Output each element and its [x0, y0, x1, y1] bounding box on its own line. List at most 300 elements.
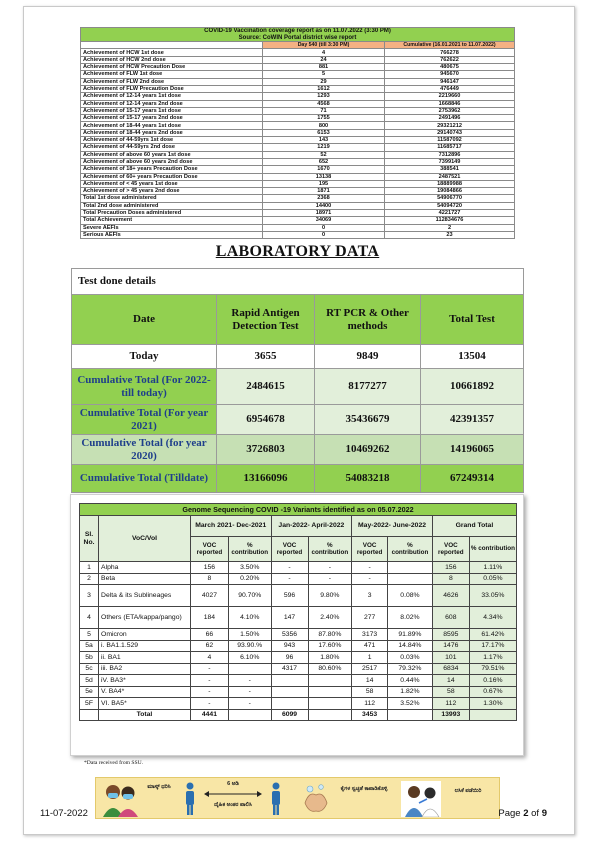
vaccination-row-cumulative: 2 [385, 224, 515, 231]
vaccination-row-label: Achievement of above 60 years 1st dose [81, 151, 263, 158]
genome-row-voc-1: 62 [190, 640, 228, 652]
vaccine-text: ಲಸಿಕೆ ಪಡೆಯಿರಿ [454, 788, 482, 794]
vaccination-row [81, 224, 515, 231]
vaccination-row-day: 143 [263, 137, 385, 144]
lab-row-rtpcr: 8177277 [315, 369, 421, 405]
genome-row-voc-1: 4027 [190, 585, 228, 607]
genome-row [80, 607, 517, 629]
vaccination-row-day: 1219 [263, 144, 385, 151]
vaccination-row-label: Achievement of 18+ years Precaution Dose [81, 166, 263, 173]
vaccination-row-cumulative: 2487521 [385, 173, 515, 180]
vaccination-row-cumulative: 4221727 [385, 210, 515, 217]
vaccination-row [81, 71, 515, 78]
genome-row-sl: 2 [80, 573, 99, 585]
genome-row-voc-grand: 1476 [432, 640, 469, 652]
vaccination-row [81, 49, 515, 56]
vaccination-row-day: 1755 [263, 115, 385, 122]
vaccination-row-day: 1612 [263, 85, 385, 92]
genome-row-name: ii. BA1 [99, 652, 191, 664]
genome-row-sl: 5d [80, 675, 99, 687]
distance-text: ದೈಹಿಕ ಅಂತರ ಪಾಲಿಸಿ [214, 802, 252, 808]
genome-row-pct-2 [308, 675, 352, 687]
vaccination-row-day: 5 [263, 71, 385, 78]
genome-row-pct-grand: 1.17% [469, 652, 516, 664]
vaccination-row-cumulative: 7399149 [385, 158, 515, 165]
genome-sub-voc-3: VOC reported [352, 537, 388, 562]
genome-row-sl: 5b [80, 652, 99, 664]
genome-row-name: Beta [99, 573, 191, 585]
vaccination-row-label: Achievement of HCW 2nd dose [81, 56, 263, 63]
genome-row-pct-3: 0.03% [388, 652, 433, 664]
vaccination-row-label: Severe AEFIs [81, 224, 263, 231]
genome-row-voc-1: - [190, 686, 228, 698]
genome-row-voc-1: - [190, 698, 228, 710]
genome-row-pct-3: 1.82% [388, 686, 433, 698]
vaccination-row-day: 71 [263, 107, 385, 114]
genome-row-pct-3: 3.52% [388, 698, 433, 710]
genome-header-voc: VoC/VoI [99, 516, 191, 562]
vaccination-row-cumulative: 29321212 [385, 122, 515, 129]
vaccination-row-day: 34069 [263, 217, 385, 224]
vaccination-row [81, 210, 515, 217]
lab-row-rtpcr: 10469262 [315, 435, 421, 465]
lab-row-label: Cumulative Total (For 2022- till today) [72, 369, 217, 405]
vaccination-row-label: Achievement of > 45 years 2nd dose [81, 188, 263, 195]
genome-row [80, 675, 517, 687]
genome-row-voc-1: 184 [190, 607, 228, 629]
vaccination-row-cumulative: 54906770 [385, 195, 515, 202]
lab-row [72, 435, 524, 465]
vaccination-row-label: Achievement of FLW 1st dose [81, 71, 263, 78]
page-number [498, 808, 547, 819]
genome-total-pct-3 [388, 709, 433, 721]
genome-row-pct-2: - [308, 573, 352, 585]
lab-header-rtpcr: RT PCR & Other methods [315, 295, 421, 345]
vaccination-row [81, 115, 515, 122]
vaccination-row [81, 166, 515, 173]
genome-row-voc-1: - [190, 663, 228, 675]
genome-row-pct-2: 9.80% [308, 585, 352, 607]
genome-row-pct-1: 6.10% [228, 652, 271, 664]
lab-row-rapid: 3726803 [217, 435, 315, 465]
vaccination-row-label: Achievement of FLW 2nd dose [81, 78, 263, 85]
vaccination-row [81, 137, 515, 144]
genome-row-pct-grand: 33.05% [469, 585, 516, 607]
vaccination-row-cumulative: 2219660 [385, 93, 515, 100]
footer-date: 11-07-2022 [40, 808, 88, 819]
genome-row-pct-grand: 1.11% [469, 562, 516, 574]
genome-row [80, 629, 517, 641]
genome-row-voc-1: 66 [190, 629, 228, 641]
genome-row-name: Delta & its Sublineages [99, 585, 191, 607]
distance-arrow-icon [204, 790, 262, 798]
vaccination-row-label: Achievement of < 45 years 1st dose [81, 180, 263, 187]
vaccination-row-cumulative: 18889988 [385, 180, 515, 187]
vaccination-row-day: 6153 [263, 129, 385, 136]
genome-row-pct-2 [308, 686, 352, 698]
lab-header-total: Total Test [421, 295, 524, 345]
genome-sub-voc-1: VOC reported [190, 537, 228, 562]
genome-row-pct-3: 8.02% [388, 607, 433, 629]
vaccination-row-day: 800 [263, 122, 385, 129]
vaccination-row-label: Achievement of FLW Precaution Dose [81, 85, 263, 92]
genome-header-grand: Grand Total [432, 516, 516, 537]
genome-row-voc-2: 4317 [271, 663, 308, 675]
genome-total-label: Total [99, 709, 191, 721]
lab-row-label: Today [72, 345, 217, 369]
genome-row-pct-3: 91.89% [388, 629, 433, 641]
genome-row-pct-grand: 79.51% [469, 663, 516, 675]
genome-row-voc-1: 4 [190, 652, 228, 664]
genome-table [79, 503, 517, 721]
lab-row-rtpcr: 35436679 [315, 405, 421, 435]
lab-row-total: 14196065 [421, 435, 524, 465]
lab-row [72, 345, 524, 369]
genome-total-pct-2 [308, 709, 352, 721]
genome-row-pct-1 [228, 663, 271, 675]
genome-row-voc-3: - [352, 562, 388, 574]
genome-row-pct-3: 0.08% [388, 585, 433, 607]
vaccination-row-cumulative: 946147 [385, 78, 515, 85]
lab-row-rapid: 2484615 [217, 369, 315, 405]
genome-header-period2: Jan-2022- April-2022 [271, 516, 352, 537]
vaccination-row [81, 158, 515, 165]
genome-row-voc-2 [271, 698, 308, 710]
genome-row-voc-2: - [271, 573, 308, 585]
genome-row [80, 585, 517, 607]
genome-total-voc-2: 6099 [271, 709, 308, 721]
vaccination-title [81, 28, 515, 42]
genome-row-pct-1: 1.50% [228, 629, 271, 641]
genome-row-pct-1: 0.20% [228, 573, 271, 585]
vaccination-row-day: 1871 [263, 188, 385, 195]
genome-row-voc-3: 14 [352, 675, 388, 687]
hand-wash-text: ಕೈಗಳ ಸ್ವಚ್ಛತೆ ಕಾಪಾಡಿಕೊಳ್ಳಿ [340, 786, 388, 792]
genome-row-pct-1: - [228, 686, 271, 698]
vaccination-row [81, 195, 515, 202]
vaccination-row-cumulative: 112834676 [385, 217, 515, 224]
vaccination-row-cumulative: 11685717 [385, 144, 515, 151]
genome-row-voc-3: 2517 [352, 663, 388, 675]
genome-row-voc-3: 112 [352, 698, 388, 710]
genome-row [80, 573, 517, 585]
genome-row-voc-grand: 4626 [432, 585, 469, 607]
vaccination-row [81, 180, 515, 187]
vaccination-row-label: Achievement of HCW 1st dose [81, 49, 263, 56]
genome-row-voc-3: 3173 [352, 629, 388, 641]
lab-row-total: 13504 [421, 345, 524, 369]
genome-row-voc-3: 58 [352, 686, 388, 698]
genome-row-sl: 5 [80, 629, 99, 641]
genome-row-name: VI. BA5* [99, 698, 191, 710]
vaccination-row-day: 1293 [263, 93, 385, 100]
lab-row-total: 42391357 [421, 405, 524, 435]
genome-row-voc-2: 147 [271, 607, 308, 629]
genome-row-name: iii. BA2 [99, 663, 191, 675]
genome-row-pct-3: 79.32% [388, 663, 433, 675]
vaccination-row-label: Achievement of 18-44 years 1st dose [81, 122, 263, 129]
genome-sub-pct-1: % contribution [228, 537, 271, 562]
vaccination-row-day: 652 [263, 158, 385, 165]
vaccination-row-cumulative: 54094720 [385, 202, 515, 209]
vaccination-row-cumulative: 29140743 [385, 129, 515, 136]
person-left-icon [184, 782, 196, 816]
genome-row-voc-grand: 58 [432, 686, 469, 698]
vaccination-row-day: 1670 [263, 166, 385, 173]
genome-row-voc-1: 156 [190, 562, 228, 574]
lab-row-label: Cumulative Total (Tilldate) [72, 465, 217, 493]
genome-row-pct-1: 90.70% [228, 585, 271, 607]
genome-row-name: i. BA1.1.529 [99, 640, 191, 652]
page-of: of [531, 808, 540, 819]
vaccination-row-label: Achievement of above 60 years 2nd dose [81, 158, 263, 165]
genome-header-sl: Sl. No. [80, 516, 99, 562]
genome-row-voc-grand: 14 [432, 675, 469, 687]
genome-row-pct-grand: 4.34% [469, 607, 516, 629]
genome-row-voc-2: 596 [271, 585, 308, 607]
genome-footnote: *Data received from SSU. [84, 760, 144, 766]
genome-total-row [80, 709, 517, 721]
genome-header-period3: May-2022- June-2022 [352, 516, 433, 537]
genome-row [80, 698, 517, 710]
genome-row-pct-2 [308, 698, 352, 710]
genome-row-sl: 5F [80, 698, 99, 710]
vaccination-row-cumulative: 2491496 [385, 115, 515, 122]
vaccination-row-label: Achievement of HCW Precaution Dose [81, 64, 263, 71]
vaccination-row-label: Achievement of 44-59yrs 2nd dose [81, 144, 263, 151]
genome-row-name: Alpha [99, 562, 191, 574]
genome-header-period1: March 2021- Dec-2021 [190, 516, 271, 537]
vaccination-row-day: 4 [263, 49, 385, 56]
masked-people-icon [100, 781, 140, 817]
lab-heading: LABORATORY DATA [215, 243, 380, 260]
genome-sub-pct-3: % contribution [388, 537, 433, 562]
vaccination-row [81, 144, 515, 151]
vaccination-row [81, 78, 515, 85]
vaccination-row-cumulative: 7312896 [385, 151, 515, 158]
vaccination-row-day: 52 [263, 151, 385, 158]
vaccination-row [81, 100, 515, 107]
lab-row-rtpcr: 9849 [315, 345, 421, 369]
vaccination-row-day: 4568 [263, 100, 385, 107]
genome-row-sl: 1 [80, 562, 99, 574]
genome-row-sl: 5c [80, 663, 99, 675]
vaccination-row [81, 107, 515, 114]
genome-row-voc-3: 3 [352, 585, 388, 607]
genome-row-pct-2: 80.60% [308, 663, 352, 675]
vaccination-row-label: Serious AEFIs [81, 231, 263, 238]
vaccination-row-label: Achievement of 12-14 years 1st dose [81, 93, 263, 100]
vaccination-row-label: Achievement of 12-14 years 2nd dose [81, 100, 263, 107]
genome-row-voc-3: 1 [352, 652, 388, 664]
vaccination-row-cumulative: 945670 [385, 71, 515, 78]
vaccination-row-cumulative: 476449 [385, 85, 515, 92]
awareness-banner [95, 777, 500, 819]
vaccination-table [80, 27, 515, 239]
vaccination-row-label: Total 2nd dose administered [81, 202, 263, 209]
vaccination-row [81, 93, 515, 100]
vaccination-row [81, 217, 515, 224]
genome-row [80, 652, 517, 664]
vaccination-row-cumulative: 19084866 [385, 188, 515, 195]
genome-row-voc-2: 96 [271, 652, 308, 664]
genome-row-voc-grand: 101 [432, 652, 469, 664]
vaccination-row-cumulative: 480675 [385, 64, 515, 71]
person-right-icon [270, 782, 282, 816]
genome-row [80, 562, 517, 574]
genome-sub-pct-2: % contribution [308, 537, 352, 562]
genome-row-sl: 5a [80, 640, 99, 652]
lab-row [72, 465, 524, 493]
vaccination-row-cumulative: 2753962 [385, 107, 515, 114]
mask-text: ಮಾಸ್ಕ್ ಧರಿಸಿ [147, 784, 171, 790]
vaccination-row [81, 64, 515, 71]
genome-row-pct-1: - [228, 675, 271, 687]
vaccination-row-label: Total 1st dose administered [81, 195, 263, 202]
genome-row-voc-3: 277 [352, 607, 388, 629]
genome-total-pct-grand [469, 709, 516, 721]
vaccination-header-cumulative: Cumulative (16.01.2021 to 11.07.2022) [385, 42, 515, 49]
vaccination-row [81, 231, 515, 238]
vaccination-row-day: 0 [263, 224, 385, 231]
genome-total-voc-1: 4441 [190, 709, 228, 721]
genome-row-pct-2: 2.40% [308, 607, 352, 629]
distance-value: 6 ಅಡಿ [227, 781, 239, 787]
vaccination-row [81, 129, 515, 136]
hand-wash-icon [301, 783, 331, 815]
genome-row-sl: 3 [80, 585, 99, 607]
vaccination-row-day: 881 [263, 64, 385, 71]
vaccination-row-cumulative: 762622 [385, 56, 515, 63]
genome-row-voc-grand: 156 [432, 562, 469, 574]
lab-row-rtpcr: 54083218 [315, 465, 421, 493]
genome-row-voc-2 [271, 675, 308, 687]
lab-row-rapid: 13166096 [217, 465, 315, 493]
vaccination-row-label: Total Achievement [81, 217, 263, 224]
genome-row-voc-3: - [352, 573, 388, 585]
genome-row-pct-grand: 17.17% [469, 640, 516, 652]
lab-caption: Test done details [72, 269, 524, 295]
genome-row-voc-2: 5356 [271, 629, 308, 641]
genome-row-pct-1: - [228, 698, 271, 710]
vaccination-row [81, 56, 515, 63]
genome-row [80, 663, 517, 675]
vaccination-row-label: Achievement of 60+ years Precaution Dose [81, 173, 263, 180]
genome-title: Genome Sequencing COVID -19 Variants identified as on 05.07.2022 [80, 504, 517, 516]
lab-row [72, 369, 524, 405]
lab-row [72, 405, 524, 435]
genome-panel [70, 494, 524, 756]
genome-row-voc-grand: 6834 [432, 663, 469, 675]
vaccination-row [81, 202, 515, 209]
genome-row-sl: 5e [80, 686, 99, 698]
genome-row-name: V. BA4* [99, 686, 191, 698]
page-total: 9 [541, 808, 547, 819]
vaccination-row-day: 29 [263, 78, 385, 85]
genome-row-voc-2 [271, 686, 308, 698]
vaccination-icon [401, 781, 441, 817]
vaccination-row-day: 13138 [263, 173, 385, 180]
genome-total-blank [80, 709, 99, 721]
vaccination-row-day: 0 [263, 231, 385, 238]
lab-row-label: Cumulative Total (for year 2020) [72, 435, 217, 465]
vaccination-row-cumulative: 23 [385, 231, 515, 238]
vaccination-row [81, 173, 515, 180]
page-label: Page [498, 808, 521, 819]
vaccination-row [81, 85, 515, 92]
vaccination-title-line1: COVID-19 Vaccination coverage report as on 11.07.2022 (3:30 PM) [204, 28, 391, 34]
genome-row [80, 686, 517, 698]
genome-row-voc-2: - [271, 562, 308, 574]
vaccination-row-label: Achievement of 15-17 years 1st dose [81, 107, 263, 114]
genome-row-name: Omicron [99, 629, 191, 641]
genome-row-pct-3 [388, 573, 433, 585]
vaccination-header-blank [81, 42, 263, 49]
vaccination-row-day: 24 [263, 56, 385, 63]
genome-row [80, 640, 517, 652]
vaccination-row-cumulative: 388541 [385, 166, 515, 173]
genome-row-pct-1: 93.90.% [228, 640, 271, 652]
vaccination-row-day: 2368 [263, 195, 385, 202]
genome-row-pct-grand: 61.42% [469, 629, 516, 641]
genome-row-pct-2: 1.80% [308, 652, 352, 664]
genome-row-voc-grand: 8595 [432, 629, 469, 641]
genome-row-voc-grand: 608 [432, 607, 469, 629]
genome-row-voc-grand: 112 [432, 698, 469, 710]
genome-row-pct-2: - [308, 562, 352, 574]
genome-row-pct-1: 3.50% [228, 562, 271, 574]
lab-row-total: 10661892 [421, 369, 524, 405]
genome-total-voc-3: 3453 [352, 709, 388, 721]
genome-sub-pct-grand: % contribution [469, 537, 516, 562]
genome-sub-voc-2: VOC reported [271, 537, 308, 562]
vaccination-header-day: Day 540 (till 3:30 PM) [263, 42, 385, 49]
lab-row-rapid: 6954678 [217, 405, 315, 435]
vaccination-row [81, 151, 515, 158]
genome-row-pct-3: 14.84% [388, 640, 433, 652]
genome-row-voc-2: 943 [271, 640, 308, 652]
vaccination-row-day: 195 [263, 180, 385, 187]
genome-row-pct-grand: 1.30% [469, 698, 516, 710]
genome-row-pct-grand: 0.05% [469, 573, 516, 585]
genome-sub-voc-grand: VOC reported [432, 537, 469, 562]
genome-row-pct-grand: 0.16% [469, 675, 516, 687]
genome-row-voc-1: - [190, 675, 228, 687]
vaccination-row-label: Achievement of 15-17 years 2nd dose [81, 115, 263, 122]
vaccination-row [81, 122, 515, 129]
vaccination-row-label: Achievement of 18-44 years 2nd dose [81, 129, 263, 136]
vaccination-row-cumulative: 1668846 [385, 100, 515, 107]
page-current: 2 [523, 808, 529, 819]
genome-row-name: iV. BA3* [99, 675, 191, 687]
genome-row-pct-2: 17.60% [308, 640, 352, 652]
genome-row-name: Others (ETA/kappa/pango) [99, 607, 191, 629]
lab-row-total: 67249314 [421, 465, 524, 493]
genome-total-pct-1 [228, 709, 271, 721]
vaccination-row-label: Total Precaution Doses administered [81, 210, 263, 217]
genome-row-voc-3: 471 [352, 640, 388, 652]
lab-row-rapid: 3655 [217, 345, 315, 369]
vaccination-row-label: Achievement of 44-59yrs 1st dose [81, 137, 263, 144]
lab-table [71, 268, 524, 493]
genome-row-pct-3: 0.44% [388, 675, 433, 687]
genome-row-pct-2: 87.80% [308, 629, 352, 641]
genome-total-voc-grand: 13993 [432, 709, 469, 721]
vaccination-row-cumulative: 11587092 [385, 137, 515, 144]
genome-row-pct-3 [388, 562, 433, 574]
genome-row-pct-1: 4.10% [228, 607, 271, 629]
lab-row-label: Cumulative Total (For year 2021) [72, 405, 217, 435]
